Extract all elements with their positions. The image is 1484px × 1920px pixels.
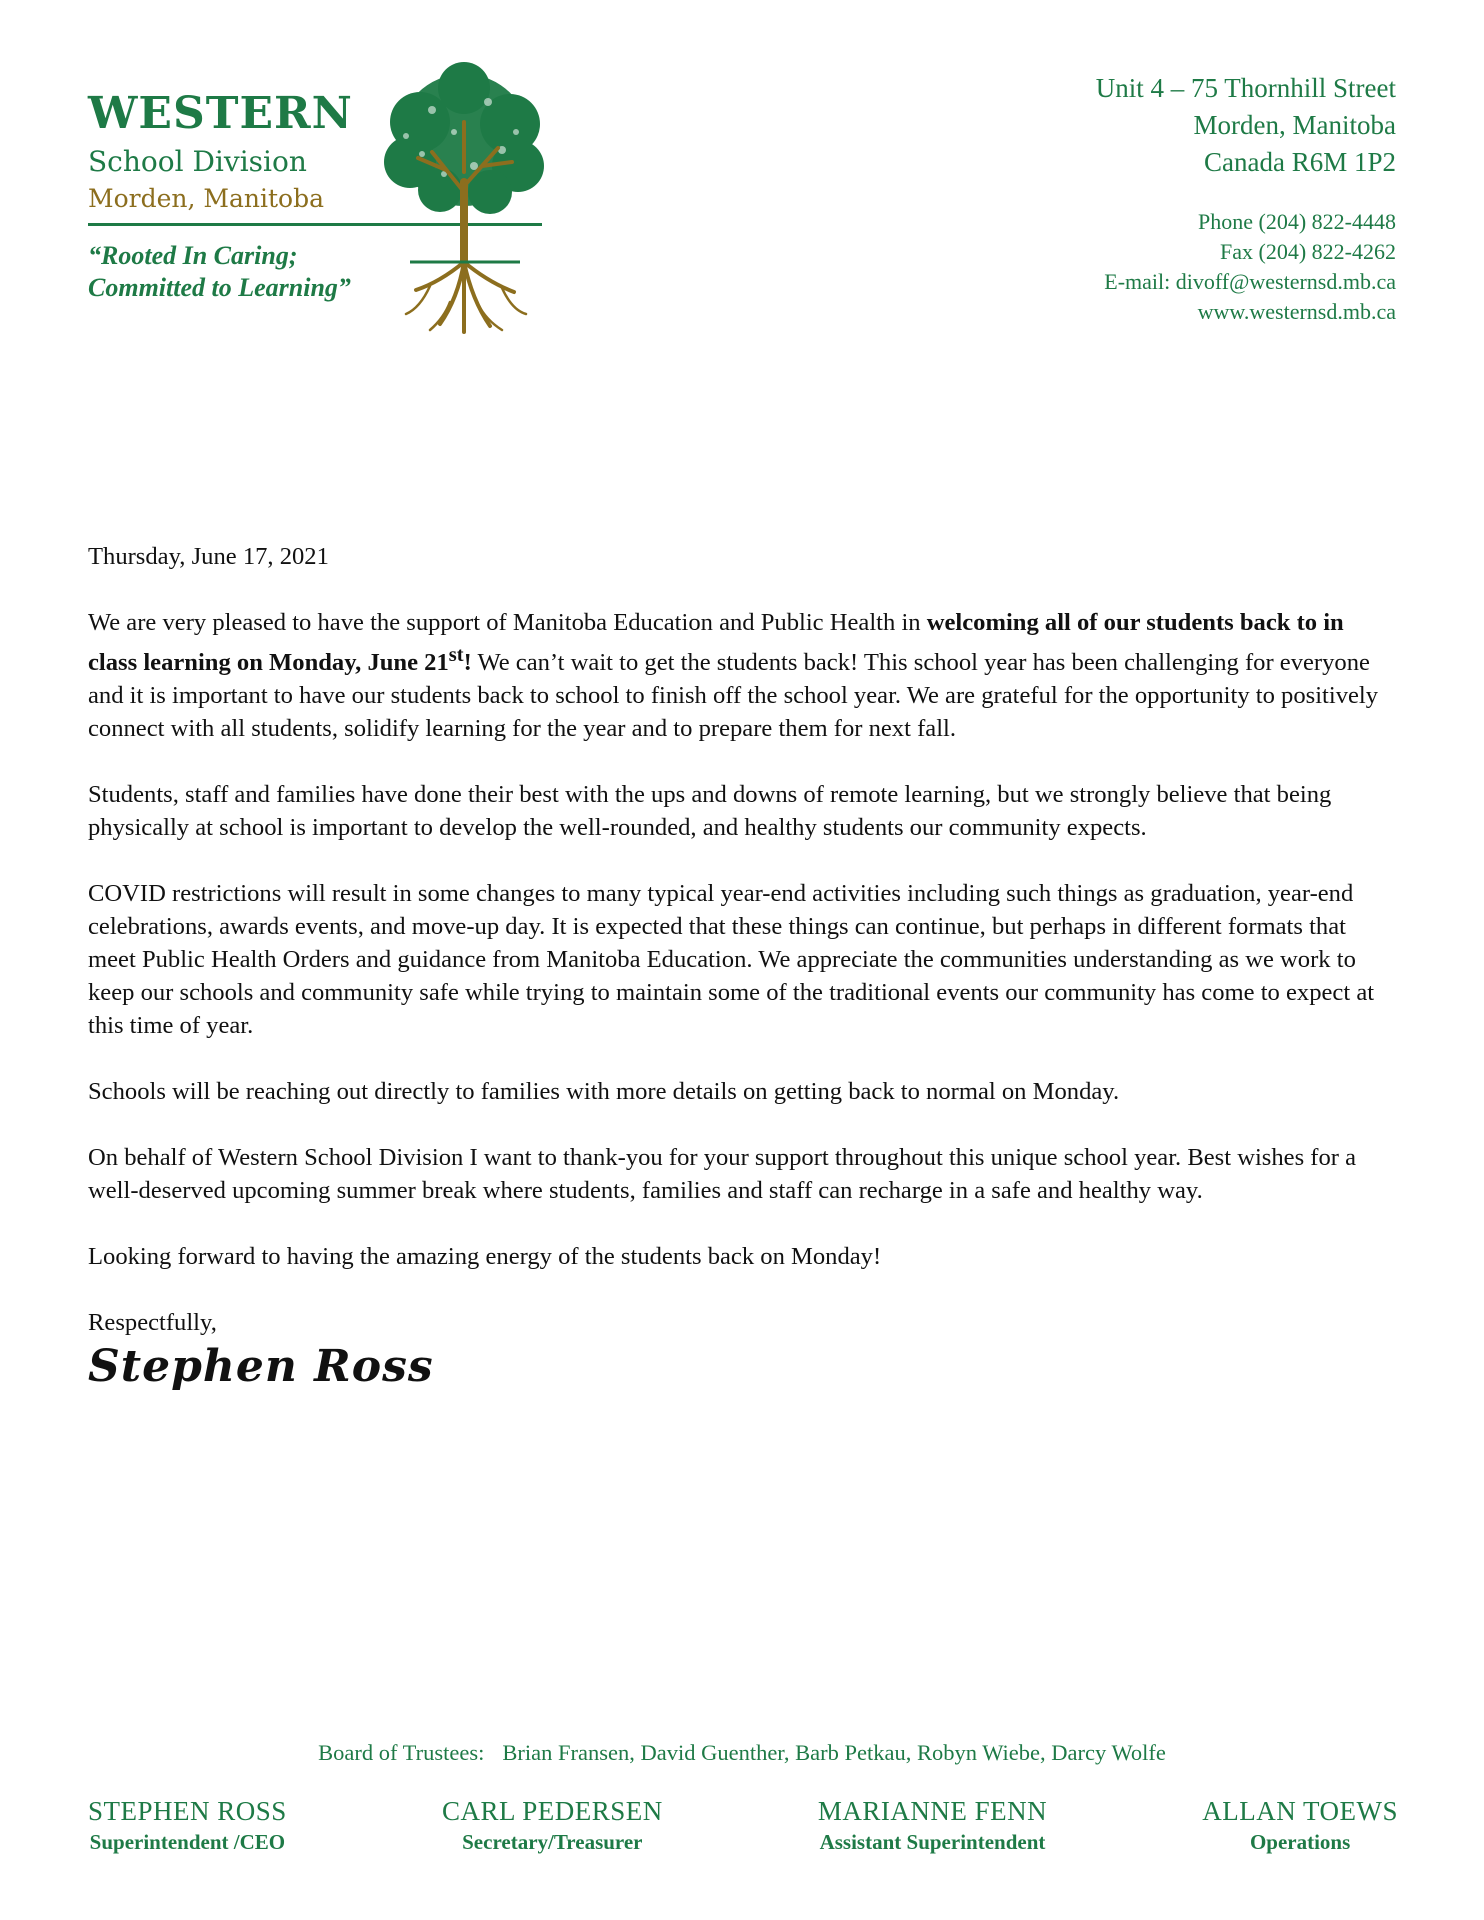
paragraph-1-rest: We can’t wait to get the students back! This school year has been challenging for everyone and it is important to have our students back to school to finish off the school year. We are grateful for the opportunity to positively connect with all students, solidify learning for the year and to prepare them for next fall.: [88, 649, 1379, 743]
logo-motto: “Rooted In Caring; Committed to Learning”: [88, 241, 351, 302]
tree-icon: [370, 62, 558, 338]
address-line: Morden, Manitoba: [1193, 110, 1396, 140]
logo-town: Morden, Manitoba: [88, 184, 324, 213]
phone-number: Phone (204) 822-4448: [1198, 209, 1396, 234]
logo-subtitle: School Division: [88, 145, 307, 178]
officer: [88, 1795, 287, 1857]
officer-name: MARIANNE FENN: [817, 1796, 1048, 1826]
email-address: E-mail: divoff@westernsd.mb.ca: [1104, 269, 1396, 294]
officer-title: Assistant Superintendent: [819, 1830, 1046, 1854]
officer-title: Operations: [1249, 1830, 1351, 1854]
paragraph-2: Students, staff and families have done their best with the ups and downs of remote learning, but we strongly believe that being physically at school is important to develop the well-rounded, and healthy students our community expects.: [88, 781, 1332, 842]
paragraph-1-lead: We are very pleased to have the support of Manitoba Education and Public Health in: [88, 609, 927, 636]
board-members: Brian Fransen, David Guenther, Barb Petkau, Robyn Wiebe, Darcy Wolfe: [502, 1740, 1166, 1765]
officer: [818, 1795, 1047, 1857]
fax-number: Fax (204) 822-4262: [1220, 239, 1396, 264]
board-label: Board of Trustees:: [318, 1740, 485, 1765]
officer: [1202, 1795, 1398, 1857]
school-division-logo: [88, 62, 558, 342]
ordinal-suffix: st: [448, 644, 464, 666]
website-link[interactable]: www.westernsd.mb.ca: [1197, 299, 1396, 324]
letter-body: [88, 540, 1398, 1392]
paragraph-6: Looking forward to having the amazing energy of the students back on Monday!: [88, 1243, 882, 1271]
officer-name: ALLAN TOEWS: [1202, 1796, 1398, 1826]
officer: [442, 1795, 663, 1857]
contact-info: [1104, 207, 1396, 327]
officers-list: [88, 1795, 1398, 1857]
logo-name: WESTERN: [88, 88, 353, 139]
address-line: Canada R6M 1P2: [1204, 147, 1396, 177]
paragraph-3: COVID restrictions will result in some changes to many typical year-end activities including such things as graduation, year-end celebrations, awards events, and move-up day. It is expected that these things can continue, but perhaps in different formats that meet Public Health Orders and guidance from Manitoba Education. We appreciate the communities understanding as we work to keep our schools and community safe while trying to maintain some of the traditional events our community has come to expect at this time of year.: [88, 880, 1375, 1040]
officer-title: Superintendent /CEO: [89, 1830, 286, 1854]
paragraph-5: On behalf of Western School Division I want to thank-you for your support throughout this unique school year. Best wishes for a well-deserved upcoming summer break where students, families and staff can recharge in a safe and healthy way.: [88, 1144, 1357, 1205]
letter-date: Thursday, June 17, 2021: [88, 543, 329, 570]
closing: Respectfully,: [88, 1309, 217, 1337]
board-of-trustees: [0, 1740, 1484, 1766]
officer-name: CARL PEDERSEN: [441, 1796, 663, 1826]
officer-name: STEPHEN ROSS: [88, 1796, 287, 1826]
paragraph-1-highlight: welcoming all of our students back to in class learning on Monday, June 21st!: [88, 609, 1344, 677]
address-line: Unit 4 – 75 Thornhill Street: [1095, 73, 1396, 103]
mailing-address: [1096, 70, 1396, 181]
signature: Stephen Ross: [88, 1341, 434, 1393]
paragraph-4: Schools will be reaching out directly to families with more details on getting back to normal on Monday.: [88, 1078, 1120, 1106]
paragraph-1: [88, 606, 1398, 745]
officer-title: Secretary/Treasurer: [462, 1830, 643, 1854]
